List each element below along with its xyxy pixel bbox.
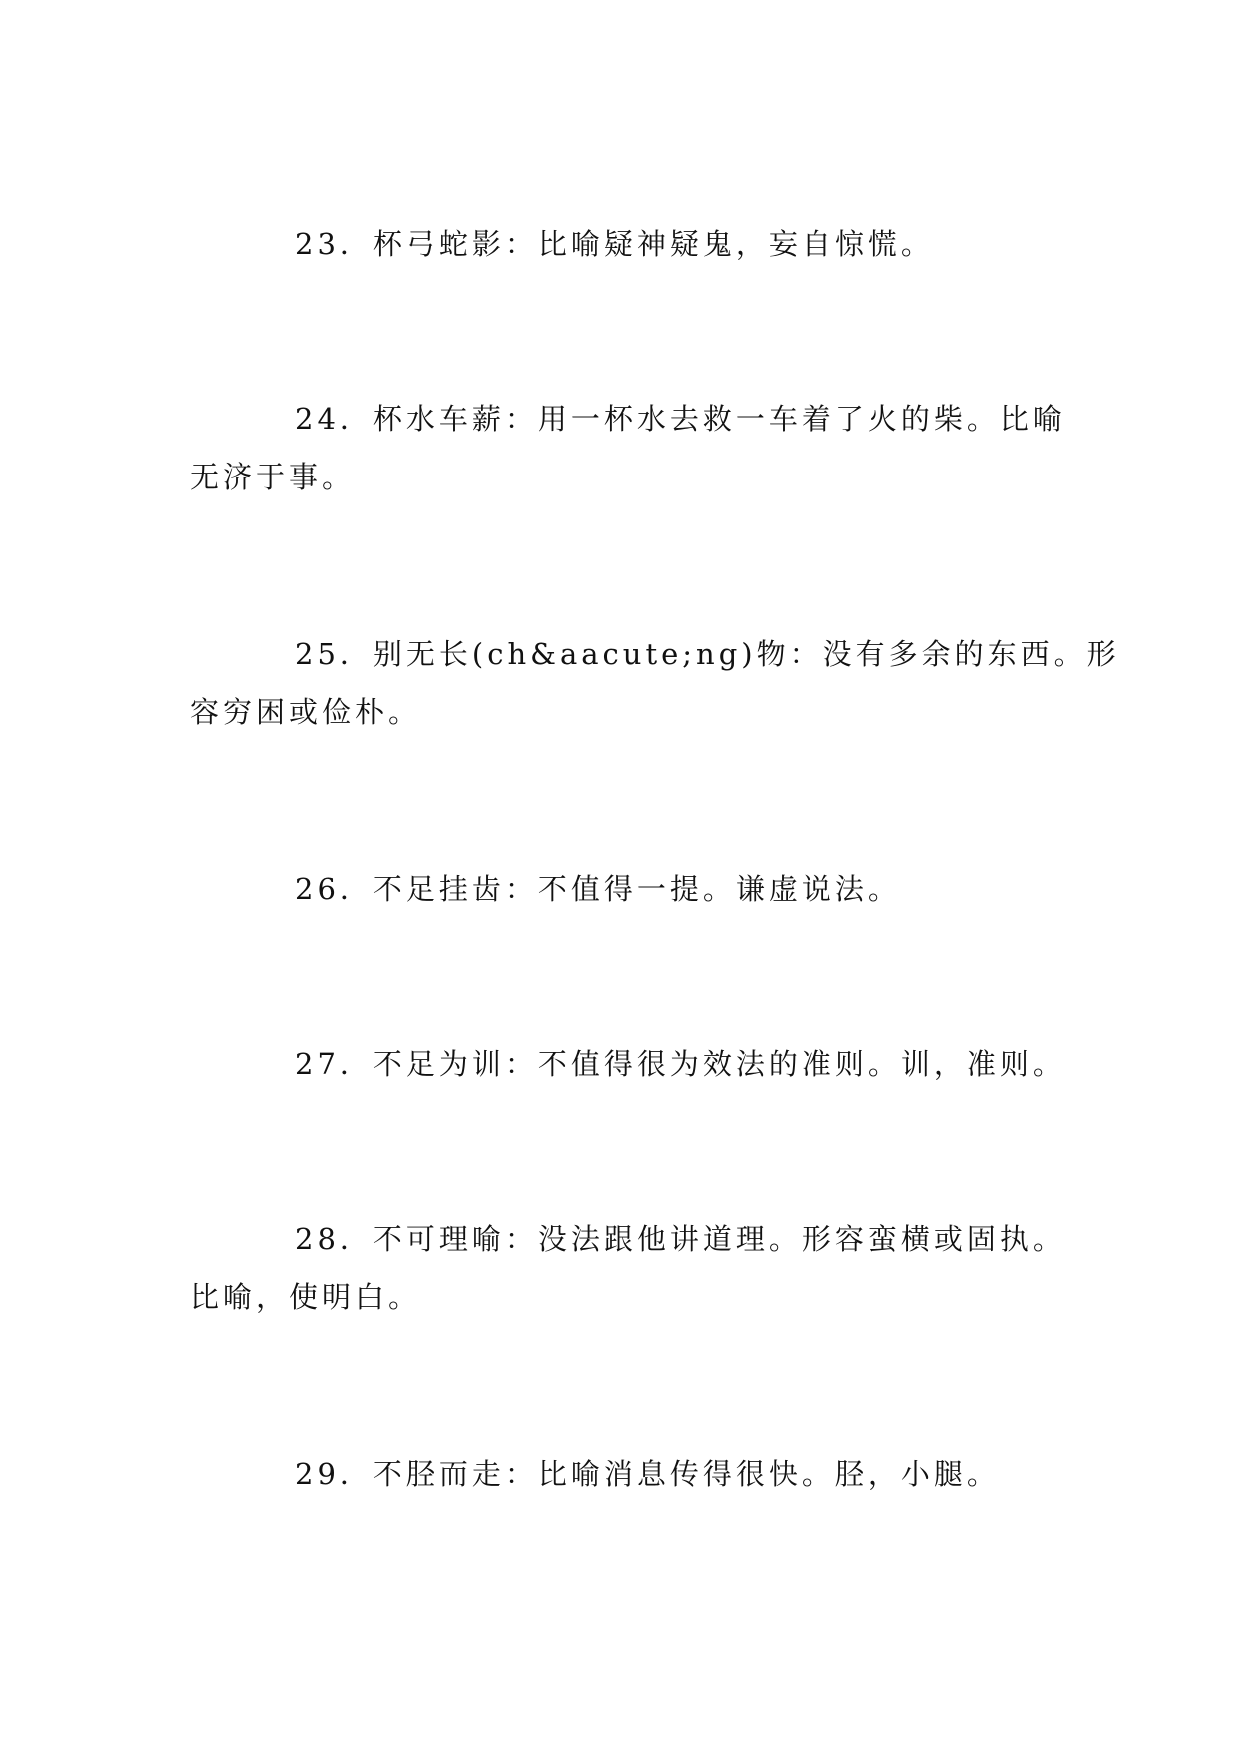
entry-line-continuation: 比喻，使明白。 <box>190 1280 422 1314</box>
entry-line: 25．别无长(ch&aacute;ng)物：没有多余的东西。形 <box>295 637 1120 671</box>
idiom-entry-24 <box>190 390 1070 506</box>
entry-line: 26．不足挂齿：不值得一提。谦虚说法。 <box>295 872 901 906</box>
idiom-entry-28 <box>190 1210 1070 1326</box>
idiom-entry-26 <box>190 860 1070 918</box>
idiom-entry-23 <box>190 215 1070 273</box>
entry-line: 24．杯水车薪：用一杯水去救一车着了火的柴。比喻 <box>295 402 1066 436</box>
idiom-entry-27 <box>190 1035 1070 1093</box>
entry-line: 27．不足为训：不值得很为效法的准则。训，准则。 <box>295 1047 1066 1081</box>
entry-line-continuation: 无济于事。 <box>190 460 356 494</box>
idiom-entry-29 <box>190 1445 1070 1503</box>
entry-line-continuation: 容穷困或俭朴。 <box>190 695 422 729</box>
entry-line: 23．杯弓蛇影：比喻疑神疑鬼，妄自惊慌。 <box>295 227 934 261</box>
entry-line: 29．不胫而走：比喻消息传得很快。胫，小腿。 <box>295 1457 1000 1491</box>
entry-line: 28．不可理喻：没法跟他讲道理。形容蛮横或固执。 <box>295 1222 1066 1256</box>
idiom-entry-25 <box>190 625 1120 741</box>
